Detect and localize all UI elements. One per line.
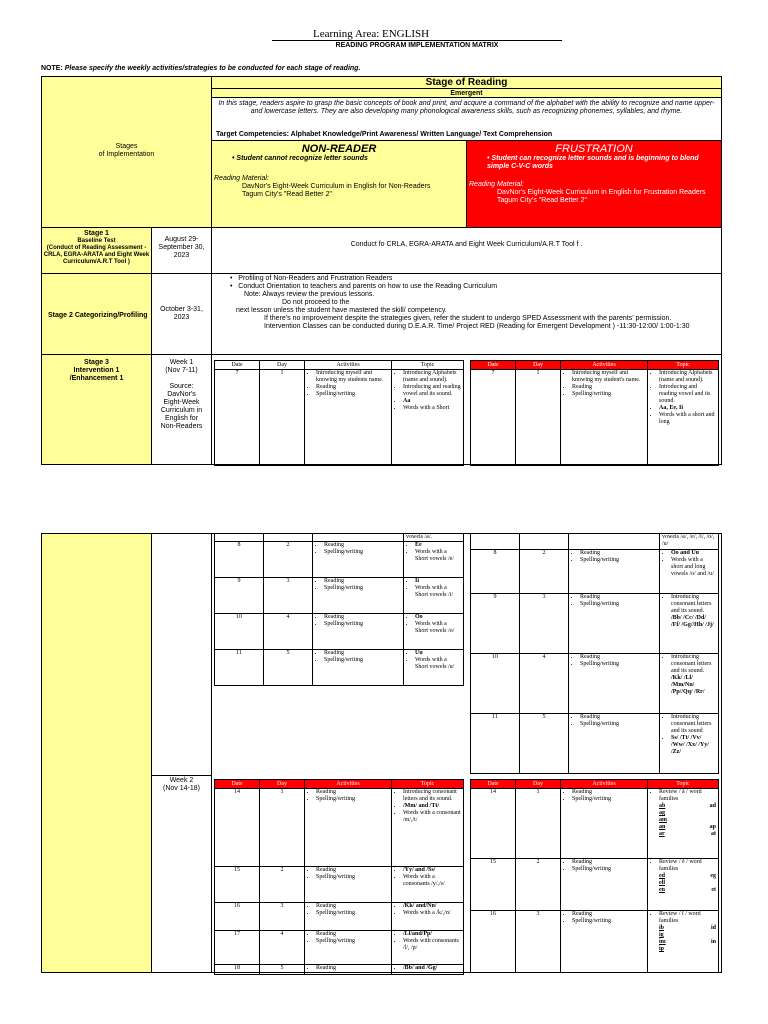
stages-label: Stages of Implementation xyxy=(98,143,155,158)
target-competencies: Target Competencies: Alphabet Knowledge/Print Awareness/ Written Language/ Text Comprehension xyxy=(216,131,553,138)
stage2-note-3: next lesson unless the student have mastered the skill/ competency. xyxy=(236,307,447,314)
week1-label: Week 1 (Nov 7-11) xyxy=(165,359,198,374)
table-row: 11 5 • Reading • Spelling/writing • Uu • Words with a Short vowels /u/ xyxy=(215,650,464,686)
non-reader-cell xyxy=(211,140,467,228)
stage1-label-cell xyxy=(41,227,152,274)
col-day: Day xyxy=(260,361,305,370)
stage2-bullet-1: • Profiling of Non-Readers and Frustration Readers xyxy=(230,275,393,282)
cell-activities: • Introducing myself and knowing my students name. • Reading • Spelling/writing xyxy=(305,370,392,466)
fr-week1-table-p2: vowels /a/, /e/, /i/, /o/, /u/ 8 2 • Reading • Spelling/writing • Oo and Uu • Words with a short and long vowels /o/ and /u/ 9 3 • Reading • Spelling/writing • Introducing consonant letters and its sound. /Bb/ /Cc/ /Dd/ /Ff/ /Gg//Hh/ /Jj/ 10 4 • Reading • Spelling/writing • Introducing consonant letters and its sound. /Kk/ /Ll/ /Mm/Nn/ /Pp//Qq/ /Rr/ 11 5 • Reading • Spelling/writing • Introducing consonant letters and its sound • Ss/ /Tt/ /Vv/ /Ww/ /Xx/ /Yy/ /Zz/ xyxy=(470,533,719,774)
stage2-note-5: Intervention Classes can be conducted during D.E.A.R. Time/ Project RED (Reading for Emergent Development ) -11:30-12:00/ 1:00-1:30 xyxy=(264,323,690,330)
nr-week2-table: Date Day Activities Topic 14 1 • Reading • Spelling/writing • Introducing consonant letters and its sound. • /Mm/ and /Tt/ • Words with a consonant /m/,/t/ 15 2 • Reading • Spelling/writing • /Yy/ and /Ss/ • Words with a consonants /y/,/s/ 16 3 • Reading • Spelling/writing • /Kk/ and/Nn/ • Words with a /k/,/n/ 17 4 • Reading • Spelling/writing • /Ll/and/Pp/ • Words with consonants /l/, /p/ 18 5 • Reading • /Bb/ and /Gg/ xyxy=(214,779,464,975)
week1-cell xyxy=(151,354,212,465)
table-row: 8 2 • Reading • Spelling/writing • Oo and Uu • Words with a short and long vowels /o/ and /u/ xyxy=(471,550,719,594)
table-row: 17 4 • Reading • Spelling/writing • /Ll/and/Pp/ • Words with consonants /l/, /p/ xyxy=(215,931,464,965)
stage2-label: Stage 2 Categorizing/Profiling xyxy=(41,273,152,355)
col-topic: Topic xyxy=(392,361,464,370)
stage2-note-2: Do not proceed to the xyxy=(282,299,350,306)
frustration-material-2: Tagum City's "Read Better 2" xyxy=(497,197,587,204)
stage3-title: Stage 3 xyxy=(84,359,109,366)
stage3-label-cell xyxy=(41,354,152,465)
stage2-content xyxy=(211,273,722,355)
emergent-label: Emergent xyxy=(211,88,722,98)
table-row xyxy=(215,370,464,466)
matrix-title: READING PROGRAM IMPLEMENTATION MATRIX xyxy=(335,42,499,49)
non-reader-material-2: Tagum City's "Read Better 2" xyxy=(242,191,332,198)
nr-week1-table-p2: vowels /a/. 8 2 • Reading • Spelling/writing • Ee • Words with a Short vowels /e/ 9 3 • Reading • Spelling/writing • Ii • Words with a Short vowels /i/ 10 4 • Reading • Spelling/writing • Oo • Words with a Short vowels /o/ 11 5 • Reading • Spelling/writing • Uu • Words with a Short vowels /u/ xyxy=(214,533,464,686)
week-divider xyxy=(151,775,212,776)
frustration-criteria: • Student can recognize letter sounds and is beginning to blend simple C-V-C words xyxy=(487,155,699,170)
stages-label-cell xyxy=(41,76,212,228)
table-row: 14 1 • Reading • Spelling/writing • Review / ă / word families ab ad ag am an ap ar at xyxy=(471,789,719,859)
table-row: 16 3 • Reading • Spelling/writing • /Kk/ and/Nn/ • Words with a /k/,/n/ xyxy=(215,903,464,931)
non-reader-material-1: DavNor's Eight-Week Curriculum in English for Non-Readers xyxy=(242,183,431,190)
table-row: 14 1 • Reading • Spelling/writing • Introducing consonant letters and its sound. • /Mm/ and /Tt/ • Words with a consonant /m/,/t/ xyxy=(215,789,464,867)
fr-week1-table-p1: Date Day Activities Topic 7 1 • Introducing myself and knowing my student's name. • Reading • Spelling/writing • Introducing Alphabets (name and sound). • Introducing and reading vowel and its sound. • Aa, Ee, Ii • Words with a short and long xyxy=(470,360,719,466)
cell-day: 1 xyxy=(260,370,305,466)
learning-area: Learning Area: ENGLISH xyxy=(313,28,430,40)
table-row: 7 1 • Introducing myself and knowing my student's name. • Reading • Spelling/writing • Introducing Alphabets (name and sound). • Introducing and reading vowel and its sound. • Aa, Ee, Ii • Words with a short and long xyxy=(471,370,719,466)
table-row: 10 4 • Reading • Spelling/writing • Introducing consonant letters and its sound. /Kk/ /Ll/ /Mm/Nn/ /Pp//Qq/ /Rr/ xyxy=(471,654,719,714)
non-reader-material-label: Reading Material: xyxy=(214,175,269,182)
frustration-title: FRUSTRATION xyxy=(555,143,633,155)
fr-week2-table: Date Day Activities Topic 14 1 • Reading • Spelling/writing • Review / ă / word families ab ad ag am an ap ar at 15 2 • Reading • Spelling/writing • Review / ĕ / word families ed eg ell en et 16 3 • Reading • Spelling/writing • Review / ĭ / word families ib id ig im in ip xyxy=(470,779,719,973)
stage3-cont-label xyxy=(41,533,152,973)
table-row: 9 3 • Reading • Spelling/writing • Introducing consonant letters and its sound. /Bb/ /Cc/ /Dd/ /Ff/ /Gg//Hh/ /Jj/ xyxy=(471,594,719,654)
table-row: 15 2 • Reading • Spelling/writing • /Yy/ and /Ss/ • Words with a consonants /y/,/s/ xyxy=(215,867,464,903)
stage1-title: Stage 1 xyxy=(84,230,109,237)
non-reader-criteria: • Student cannot recognize letter sounds xyxy=(232,155,368,162)
title-rule xyxy=(272,40,562,41)
stage-description-cell xyxy=(211,97,722,141)
table-row: 18 5 • Reading • /Bb/ and /Gg/ xyxy=(215,965,464,975)
table-row: 16 3 • Reading • Spelling/writing • Review / ĭ / word families ib id ig im in ip xyxy=(471,911,719,973)
week2-label: Week 2 (Nov 14-18) xyxy=(163,777,200,792)
cell-topic: • Introducing Alphabets (name and sound). • Introducing and reading vowel and its sound. • Aa • Words with a Short xyxy=(392,370,464,466)
stage1-subtitle: Baseline Test xyxy=(77,238,116,244)
stage1-dates: August 29-September 30, 2023 xyxy=(151,227,212,274)
nr-week1-table-p1 xyxy=(214,360,464,466)
frustration-material-1: DavNor's Eight-Week Curriculum in English for Frustration Readers xyxy=(497,189,706,196)
stage2-note-1: Note: Always review the previous lessons. xyxy=(244,291,375,298)
table-row: 9 3 • Reading • Spelling/writing • Ii • Words with a Short vowels /i/ xyxy=(215,578,464,614)
table-row: 8 2 • Reading • Spelling/writing • Ee • Words with a Short vowels /e/ xyxy=(215,542,464,578)
non-reader-title: NON-READER xyxy=(301,143,377,155)
table-row: 10 4 • Reading • Spelling/writing • Oo • Words with a Short vowels /o/ xyxy=(215,614,464,650)
stage-of-reading-title: Stage of Reading xyxy=(211,76,722,89)
col-activities: Activities xyxy=(305,361,392,370)
stage2-dates: October 3-31, 2023 xyxy=(151,273,212,355)
note: NOTE: Please specify the weekly activities/strategies to be conducted for each stage of reading. xyxy=(41,65,361,72)
stage2-note-4: If there's no improvement despite the strategies given, refer the student to undergo SPED Assessment with the parents' permission. xyxy=(264,315,672,322)
cell-date: 7 xyxy=(215,370,260,466)
stage3-subtitle: Intervention 1 /Enhancement 1 xyxy=(69,367,124,382)
stage-description: In this stage, readers aspire to grasp the basic concepts of book and print, and acquire a command of the alphabet with the ability to recognize and name upper- and lowercase letters. They are also developing many phonological awareness skills, such as recognizing phonemes, syllables, and rhyme. xyxy=(218,100,715,115)
week1-source: Source: DavNor's Eight-Week Curriculum in English for Non-Readers xyxy=(160,383,203,430)
table-row: 11 5 • Reading • Spelling/writing • Introducing consonant letters and its sound • Ss/ /Tt/ /Vv/ /Ww/ /Xx/ /Yy/ /Zz/ xyxy=(471,714,719,774)
frustration-material-label: Reading Material: xyxy=(469,181,524,188)
week-col-cont xyxy=(151,533,212,973)
stage2-bullet-2: • Conduct Orientation to teachers and parents on how to use the Reading Curriculum xyxy=(230,283,498,290)
table-row: 15 2 • Reading • Spelling/writing • Review / ĕ / word families ed eg ell en et xyxy=(471,859,719,911)
stage1-content: Conduct fo CRLA, EGRA-ARATA and Eight Week Curriculum/A.R.T Tool f . xyxy=(211,227,722,274)
frustration-cell xyxy=(466,140,722,228)
col-date: Date xyxy=(215,361,260,370)
stage1-detail: (Conduct of Reading Assessment - CRLA, EGRA-ARATA and Eight Week Curriculum/A.R.T Tool ) xyxy=(43,245,150,265)
